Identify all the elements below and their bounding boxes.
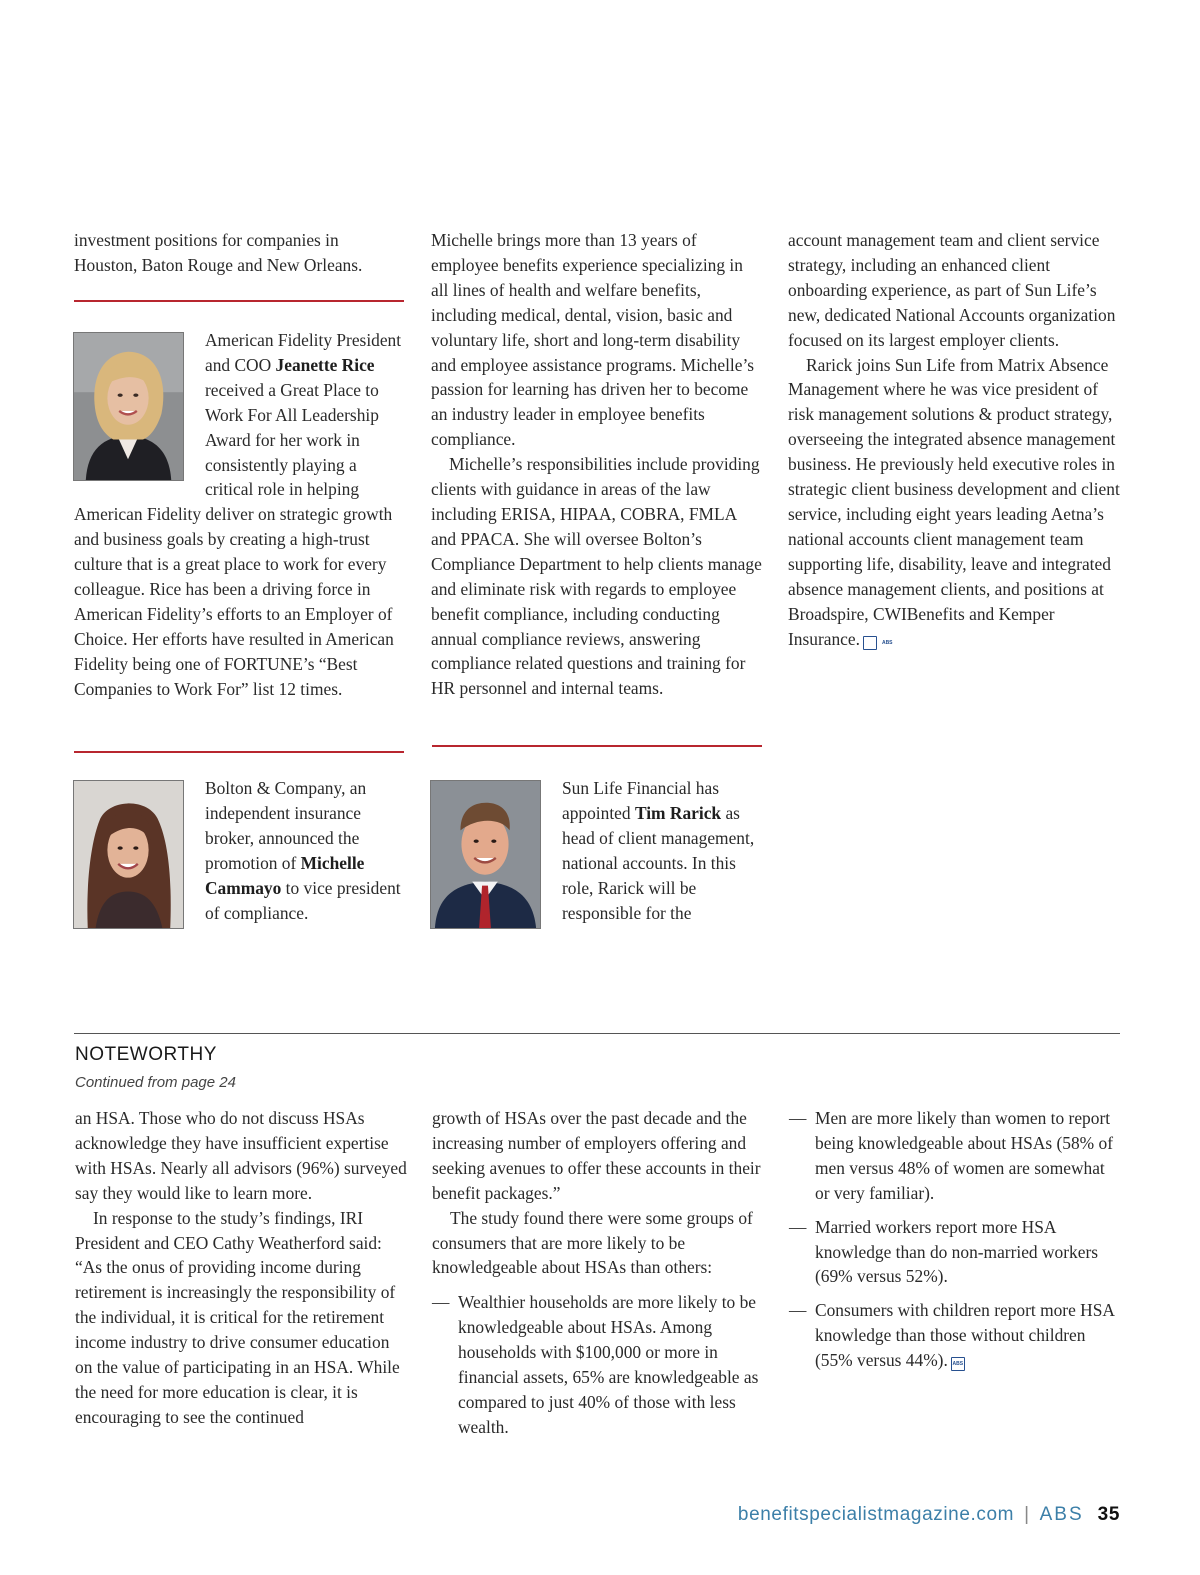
col3-paragraph-2: Rarick joins Sun Life from Matrix Absence Management where he was vice president of risk management solutions & product strategy, overseeing the integrated absence management business. He previously held executive roles in strategic client business development and client service, including eight years leading Aetna’s national accounts client management team supporting life, disability, leave and integrated absence management clients, and positions at Broadspire, CWIBenefits and Kemper Insurance. ABS bbox=[788, 354, 1120, 649]
footer-publication: ABS bbox=[1039, 1504, 1084, 1525]
list-item: — Married workers report more HSA knowledge than do non-married workers (69% versus 52%). bbox=[789, 1215, 1123, 1290]
col3-body bbox=[788, 228, 1121, 651]
cammayo-announcement bbox=[205, 776, 404, 925]
cammayo-name: Michelle Cammayo bbox=[205, 852, 365, 898]
noteworthy-col1-paragraph-1: an HSA. Those who do not discuss HSAs acknowledge they have insufficient expertise with HSAs. Nearly all advisors (96%) surveyed say they would like to learn more. bbox=[75, 1108, 407, 1203]
rice-text-after: received a Great Place to Work For All Leadership Award for her work in consistently playing a critical role in helping American Fidelity deliver on strategic growth and business goals by creating a high-trust culture that is a great place to work for every colleague. Rice has been a driving force in American Fidelity’s efforts to an Employer of Choice. Her efforts have resulted in American Fidelity being one of FORTUNE’s “Best Companies to Work For” list 12 times. bbox=[74, 379, 394, 699]
list-item: — Men are more likely than women to report being knowledgeable about HSAs (58% of men versus 48% of women are somewhat or very familiar). bbox=[789, 1106, 1123, 1206]
photo-michelle-cammayo bbox=[73, 780, 184, 929]
photo-tim-rarick bbox=[430, 780, 541, 929]
list-item: — Wealthier households are more likely to be knowledgeable about HSAs. Among households with $100,000 or more in financial assets, 65% are knowledgeable as compared to just 40% of those with less wealth. bbox=[432, 1290, 766, 1439]
page-footer bbox=[738, 1504, 1120, 1526]
cammayo-text-before: Bolton & Company, an independent insurance broker, announced the promotion of bbox=[205, 778, 367, 873]
rice-name: Jeanette Rice bbox=[275, 354, 375, 375]
noteworthy-col2-paragraph-1: growth of HSAs over the past decade and the increasing number of employers offering and seeking avenues to offer these accounts in their benefit packages.” bbox=[432, 1108, 761, 1203]
noteworthy-col2 bbox=[432, 1106, 766, 1449]
list-item: — Consumers with children report more HSA knowledge than those without children (55% versus 44%). ABS bbox=[789, 1298, 1123, 1373]
rarick-announcement bbox=[562, 776, 764, 925]
noteworthy-title: NOTEWORTHY bbox=[75, 1044, 217, 1065]
abs-end-mark-icon: ABS bbox=[951, 1357, 965, 1371]
divider-rule bbox=[432, 745, 762, 747]
divider-rule bbox=[74, 751, 404, 753]
footer-separator: | bbox=[1024, 1504, 1030, 1525]
page-number: 35 bbox=[1097, 1504, 1120, 1525]
cammayo-text-after: to vice president of compliance. bbox=[205, 877, 401, 923]
section-divider bbox=[74, 1033, 1120, 1034]
col2-body bbox=[431, 228, 764, 701]
noteworthy-bullets-b bbox=[789, 1106, 1123, 1373]
rarick-text-after: as head of client management, national accounts. In this role, Rarick will be responsible for the bbox=[562, 802, 755, 923]
noteworthy-bullets-a bbox=[432, 1290, 766, 1439]
col3-paragraph-1: account management team and client service strategy, including an enhanced client onboarding experience, as part of Sun Life’s new, dedicated National Accounts organization focused on its largest employer clients. bbox=[788, 230, 1116, 350]
abs-end-mark-icon: ABS bbox=[863, 636, 877, 650]
footer-website: benefitspecialistmagazine.com bbox=[737, 1504, 1015, 1525]
rice-text-before: American Fidelity President and COO bbox=[205, 330, 402, 375]
continued-from-label: Continued from page 24 bbox=[75, 1074, 236, 1091]
portrait-image bbox=[431, 781, 540, 928]
portrait-image bbox=[74, 781, 183, 928]
rarick-text-before: Sun Life Financial has appointed bbox=[562, 778, 719, 823]
rarick-name: Tim Rarick bbox=[634, 802, 722, 823]
divider-rule bbox=[74, 300, 404, 302]
noteworthy-col1 bbox=[75, 1106, 409, 1430]
col2-paragraph-1: Michelle brings more than 13 years of employee benefits experience specializing in all lines of health and welfare benefits, including medical, dental, vision, basic and voluntary life, short and long-term disability and employee assistance programs. Michelle’s passion for learning has driven her to become an industry leader in employee benefits compliance. bbox=[431, 230, 755, 450]
rice-announcement bbox=[74, 328, 404, 702]
col1-top-text: investment positions for companies in Houston, Baton Rouge and New Orleans. bbox=[74, 230, 363, 275]
noteworthy-col3 bbox=[789, 1106, 1123, 1382]
noteworthy-col1-paragraph-2: In response to the study’s findings, IRI President and CEO Cathy Weatherford said: “As the onus of providing income during retirement is increasingly the responsibility of the individual, it is critical for the retirement income industry to drive consumer education on the value of participating in an HSA. While the need for more education is clear, it is encouraging to see the continued bbox=[75, 1207, 400, 1427]
noteworthy-col2-paragraph-2: The study found there were some groups of consumers that are more likely to be knowledgeable about HSAs than others: bbox=[432, 1207, 753, 1278]
col2-paragraph-2: Michelle’s responsibilities include providing clients with guidance in areas of the law including ERISA, HIPAA, COBRA, FMLA and PPACA. She will oversee Bolton’s Compliance Department to help clients manage and eliminate risk with regards to employee benefit compliance, including conducting annual compliance reviews, answering compliance related questions and training for HR personnel and internal teams. bbox=[431, 454, 762, 699]
